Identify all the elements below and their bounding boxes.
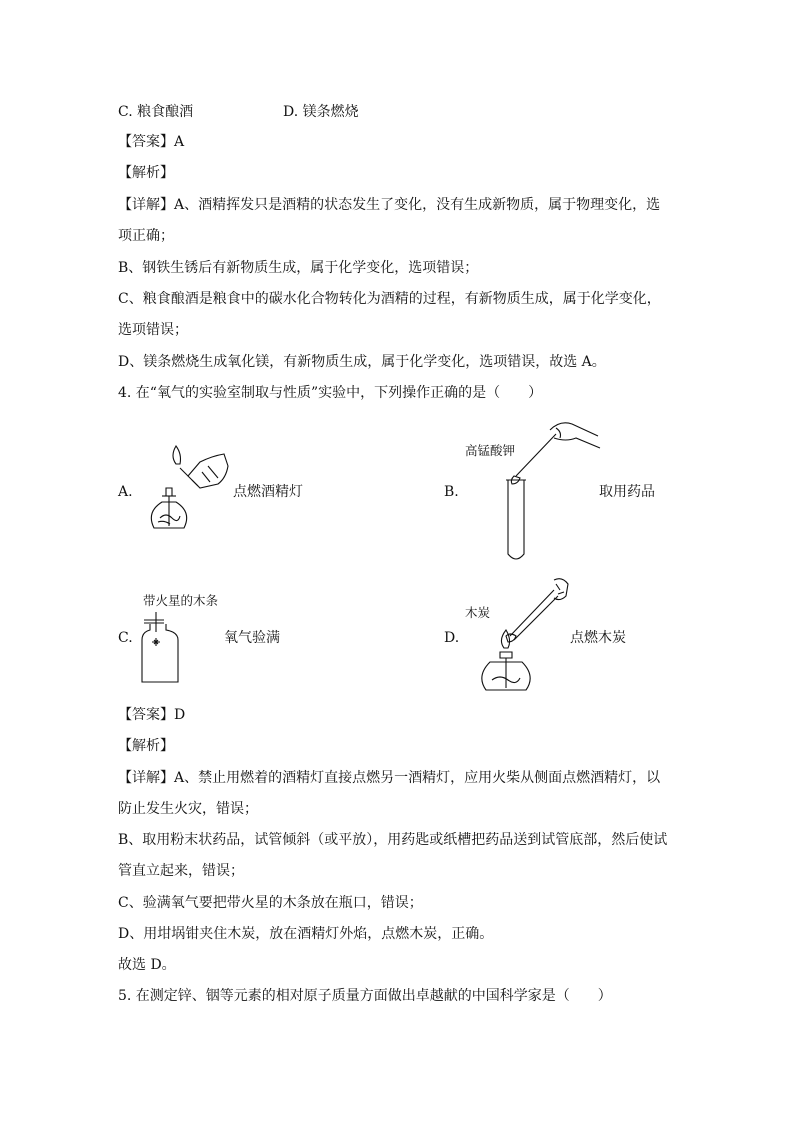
- q3-analysis-heading: 【解析】: [118, 165, 174, 181]
- q4-conclusion: 故选 D。: [118, 957, 176, 973]
- q4-detail-line-2: 防止发生火灾，错误；: [118, 801, 258, 817]
- q3-detail-line-2: 项正确；: [118, 228, 174, 244]
- q4-detail-line-3: B、取用粉末状药品，试管倾斜（或平放），用药匙或纸槽把药品送到试管底部，然后使试: [118, 832, 668, 848]
- q4-option-c-caption: 氧气验满: [224, 630, 280, 646]
- q5-stem: 5. 在测定锌、铟等元素的相对原子质量方面做出卓越献的中国科学家是（ ）: [118, 988, 612, 1004]
- q3-detail-line-4: C、粮食酿酒是粮食中的碳水化合物转化为酒精的过程，有新物质生成，属于化学变化，: [118, 291, 661, 307]
- q4-option-b-caption: 取用药品: [599, 484, 655, 500]
- q4-option-a-letter: A.: [118, 484, 133, 500]
- q4-option-b-letter: B.: [444, 484, 459, 500]
- q3-detail-line-5: 选项错误；: [118, 322, 188, 338]
- q4-option-d-letter: D.: [444, 630, 460, 646]
- crucible-tongs-charcoal-illustration: [470, 574, 580, 702]
- q4-answer: 【答案】D: [118, 707, 186, 723]
- q3-detail-line-3: B、钢铁生锈后有新物质生成，属于化学变化，选项错误；: [118, 260, 479, 276]
- alcohol-lamp-lighting-illustration: [140, 442, 235, 540]
- q4-detail-line-1: 【详解】A、禁止用燃着的酒精灯直接点燃另一酒精灯，应用火柴从侧面点燃酒精灯，以: [118, 770, 661, 786]
- q4-detail-line-5: C、验满氧气要把带火星的木条放在瓶口，错误；: [118, 895, 423, 911]
- q4-option-b-label: 高锰酸钾: [465, 443, 516, 458]
- q4-option-d-label: 木炭: [465, 605, 491, 620]
- gas-bottle-splint-illustration: [136, 610, 186, 692]
- q4-option-a-caption: 点燃酒精灯: [233, 484, 303, 500]
- q4-option-c-letter: C.: [118, 630, 133, 646]
- q4-option-c-label: 带火星的木条: [143, 593, 219, 608]
- q3-answer: 【答案】A: [118, 134, 185, 150]
- q4-analysis-heading: 【解析】: [118, 738, 174, 754]
- q4-detail-line-4: 管直立起来，错误；: [118, 863, 244, 879]
- q4-option-d-caption: 点燃木炭: [570, 630, 626, 646]
- q4-stem: 4. 在“氧气的实验室制取与性质”实验中，下列操作正确的是（ ）: [118, 385, 543, 401]
- q3-option-d: D. 镁条燃烧: [283, 104, 359, 120]
- q3-detail-line-6: D、镁条燃烧生成氧化镁，有新物质生成，属于化学变化，选项错误，故选 A。: [118, 354, 606, 370]
- q3-option-c: C. 粮食酿酒: [118, 104, 194, 120]
- q4-detail-line-6: D、用坩埚钳夹住木炭，放在酒精灯外焰，点燃木炭，正确。: [118, 926, 494, 942]
- q3-detail-line-1: 【详解】A、酒精挥发只是酒精的状态发生了变化，没有生成新物质，属于物理变化，选: [118, 197, 661, 213]
- test-tube-spatula-illustration: [490, 418, 605, 568]
